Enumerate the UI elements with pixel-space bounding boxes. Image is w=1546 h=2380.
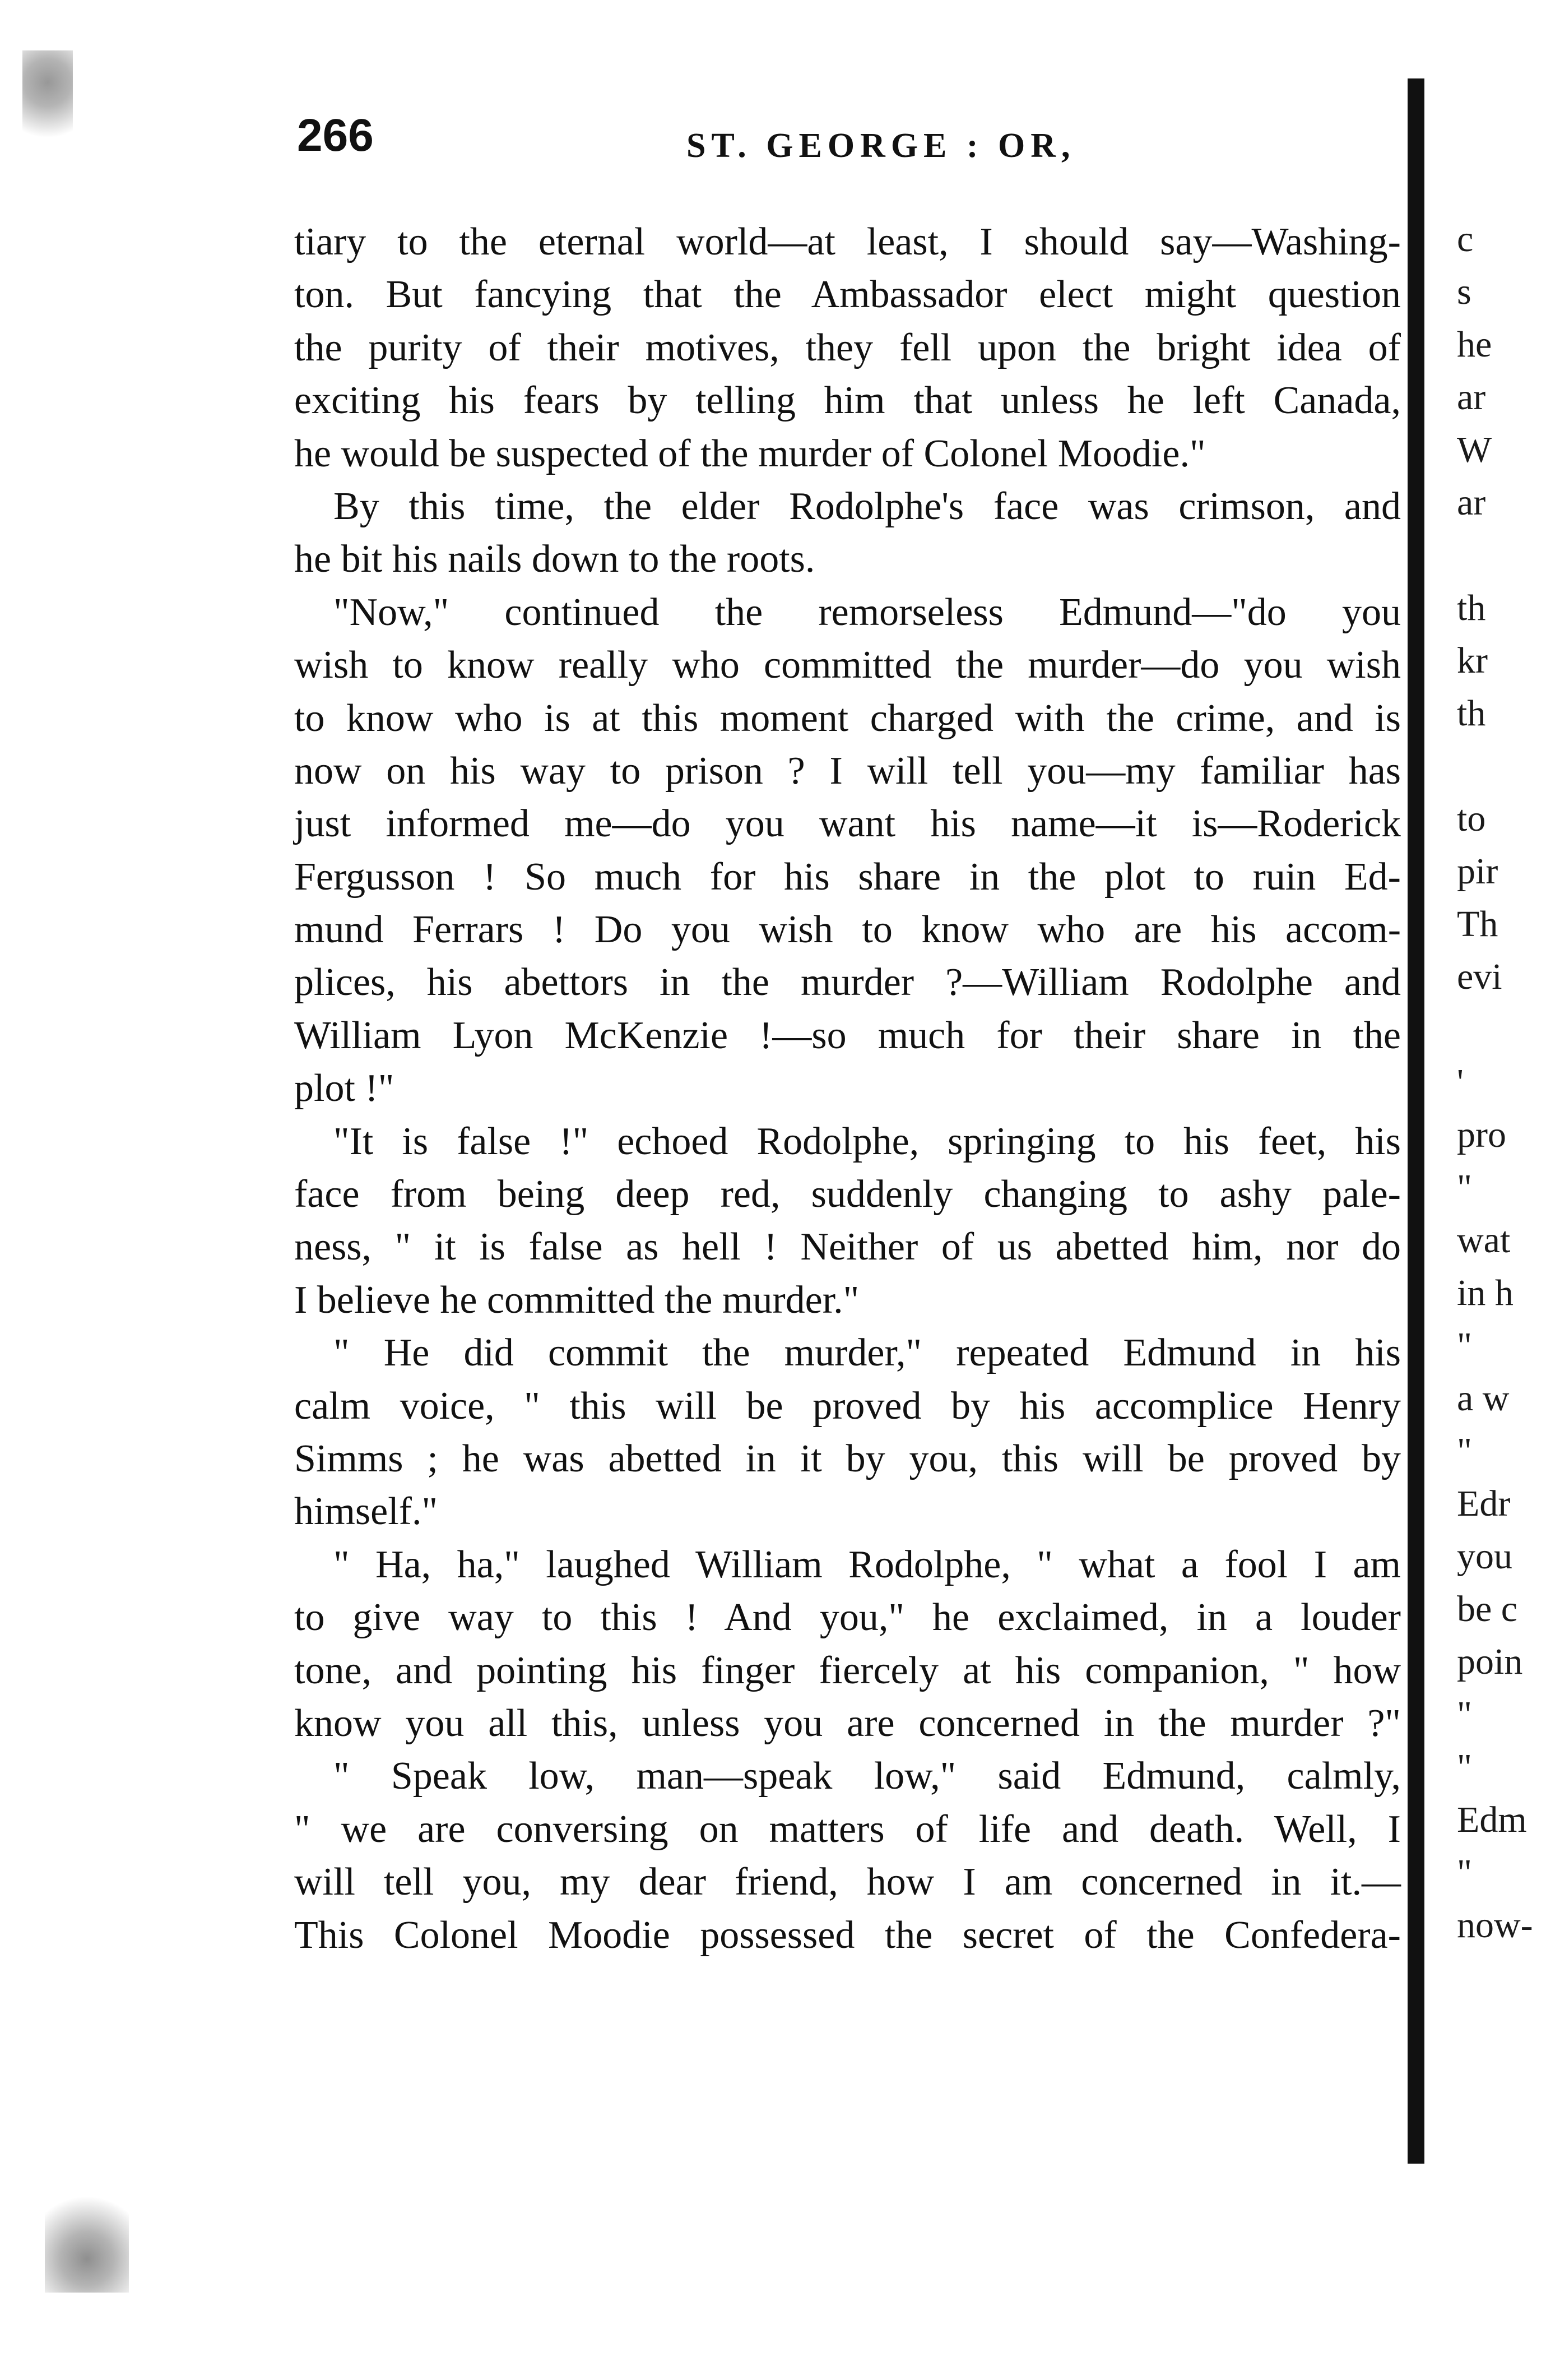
page-number: 266	[297, 110, 374, 161]
bleed-fragment: th	[1457, 693, 1486, 734]
bleed-fragment: "	[1457, 1167, 1472, 1208]
text-line: William Lyon McKenzie !—so much for their share in the	[294, 1013, 1401, 1057]
text-line: to give way to this ! And you," he exclaimed, in a louder	[294, 1596, 1401, 1640]
text-line: "Now," continued the remorseless Edmund—"do you	[333, 590, 1401, 634]
bleed-fragment: kr	[1457, 640, 1488, 681]
text-line: tone, and pointing his finger fiercely at his companion, " how	[294, 1649, 1401, 1692]
bleed-fragment: he	[1457, 324, 1492, 365]
text-line: wish to know really who committed the murder—do you wish	[294, 643, 1401, 687]
text-line: to know who is at this moment charged with the crime, and is	[294, 696, 1401, 740]
bleed-fragment: poin	[1457, 1641, 1523, 1682]
text-line: he would be suspected of the murder of Colonel Moodie."	[294, 432, 1206, 475]
bleed-fragment: be c	[1457, 1589, 1518, 1629]
text-line: just informed me—do you want his name—it is—Roderick	[294, 802, 1401, 846]
text-line: " Speak low, man—speak low," said Edmund, calmly,	[333, 1754, 1401, 1798]
scan-edge-mark-top	[22, 50, 73, 157]
text-line: Fergusson ! So much for his share in the plot to ruin Ed-	[294, 855, 1401, 899]
bleed-fragment: a w	[1457, 1378, 1510, 1419]
text-line: " He did commit the murder," repeated Edmund in his	[333, 1331, 1401, 1375]
bleed-fragment: you	[1457, 1536, 1512, 1577]
text-line: he bit his nails down to the roots.	[294, 538, 815, 581]
bleed-fragment: "	[1457, 1747, 1472, 1788]
text-line: exciting his fears by telling him that unless he left Canada,	[294, 379, 1401, 423]
text-line: "It is false !" echoed Rodolphe, springing to his feet, his	[333, 1119, 1401, 1163]
text-line: By this time, the elder Rodolphe's face was crimson, and	[333, 484, 1401, 528]
bleed-fragment: "	[1457, 1694, 1472, 1735]
bleed-fragment: evi	[1457, 956, 1502, 997]
bleed-fragment: pir	[1457, 851, 1498, 892]
bleed-fragment: Edr	[1457, 1483, 1511, 1524]
bleed-fragment: Th	[1457, 904, 1498, 944]
bleed-fragment	[1457, 740, 1546, 793]
running-head: ST. GEORGE : OR,	[686, 127, 1076, 165]
bleed-fragment: c	[1457, 219, 1474, 260]
bleed-fragment: ar	[1457, 377, 1486, 418]
text-line: calm voice, " this will be proved by his accomplice Henry	[294, 1384, 1401, 1428]
body-text	[294, 216, 1401, 1962]
text-line: Simms ; he was abetted in it by you, this will be proved by	[294, 1437, 1401, 1480]
text-line: now on his way to prison ? I will tell you—my familiar has	[294, 749, 1401, 793]
bleed-fragment: ar	[1457, 482, 1486, 523]
text-line: himself."	[294, 1490, 438, 1534]
text-line: ness, " it is false as hell ! Neither of us abetted him, nor do	[294, 1225, 1401, 1269]
text-line: mund Ferrars ! Do you wish to know who are his accom-	[294, 908, 1401, 952]
text-line: ton. But fancying that the Ambassador elect might question	[294, 273, 1401, 317]
bleed-fragment: W	[1457, 429, 1492, 470]
bleed-fragment: "	[1457, 1852, 1472, 1893]
text-line: the purity of their motives, they fell upon the bright idea of	[294, 326, 1401, 369]
scan-edge-mark-bottom	[45, 2180, 129, 2293]
binding-gutter-shadow	[1408, 78, 1424, 2164]
facing-page-bleed	[1457, 213, 1546, 1952]
bleed-fragment: '	[1457, 1062, 1464, 1103]
text-line: " we are conversing on matters of life and death. Well, I	[294, 1807, 1401, 1851]
bleed-fragment: wat	[1457, 1220, 1511, 1261]
bleed-fragment: th	[1457, 587, 1486, 628]
bleed-fragment: "	[1457, 1430, 1472, 1471]
bleed-fragment: in h	[1457, 1272, 1513, 1313]
text-line: plot !"	[294, 1067, 394, 1110]
bleed-fragment: now-	[1457, 1905, 1533, 1946]
text-line: tiary to the eternal world—at least, I should say—Washing-	[294, 220, 1401, 263]
bleed-fragment: to	[1457, 798, 1486, 839]
bleed-fragment: Edm	[1457, 1799, 1527, 1840]
text-line: plices, his abettors in the murder ?—William Rodolphe and	[294, 961, 1401, 1004]
text-line: " Ha, ha," laughed William Rodolphe, " what a fool I am	[333, 1543, 1401, 1586]
text-line: face from being deep red, suddenly changing to ashy pale-	[294, 1173, 1401, 1216]
text-line: This Colonel Moodie possessed the secret of the Confedera-	[294, 1913, 1401, 1957]
text-line: I believe he committed the murder."	[294, 1278, 860, 1322]
bleed-fragment: "	[1457, 1325, 1472, 1366]
bleed-fragment	[1457, 529, 1546, 582]
bleed-fragment	[1457, 1003, 1546, 1056]
text-line: know you all this, unless you are concerned in the murder ?"	[294, 1701, 1401, 1745]
text-line: will tell you, my dear friend, how I am concerned in it.—	[294, 1860, 1401, 1904]
bleed-fragment: pro	[1457, 1114, 1506, 1155]
bleed-fragment: s	[1457, 271, 1471, 312]
